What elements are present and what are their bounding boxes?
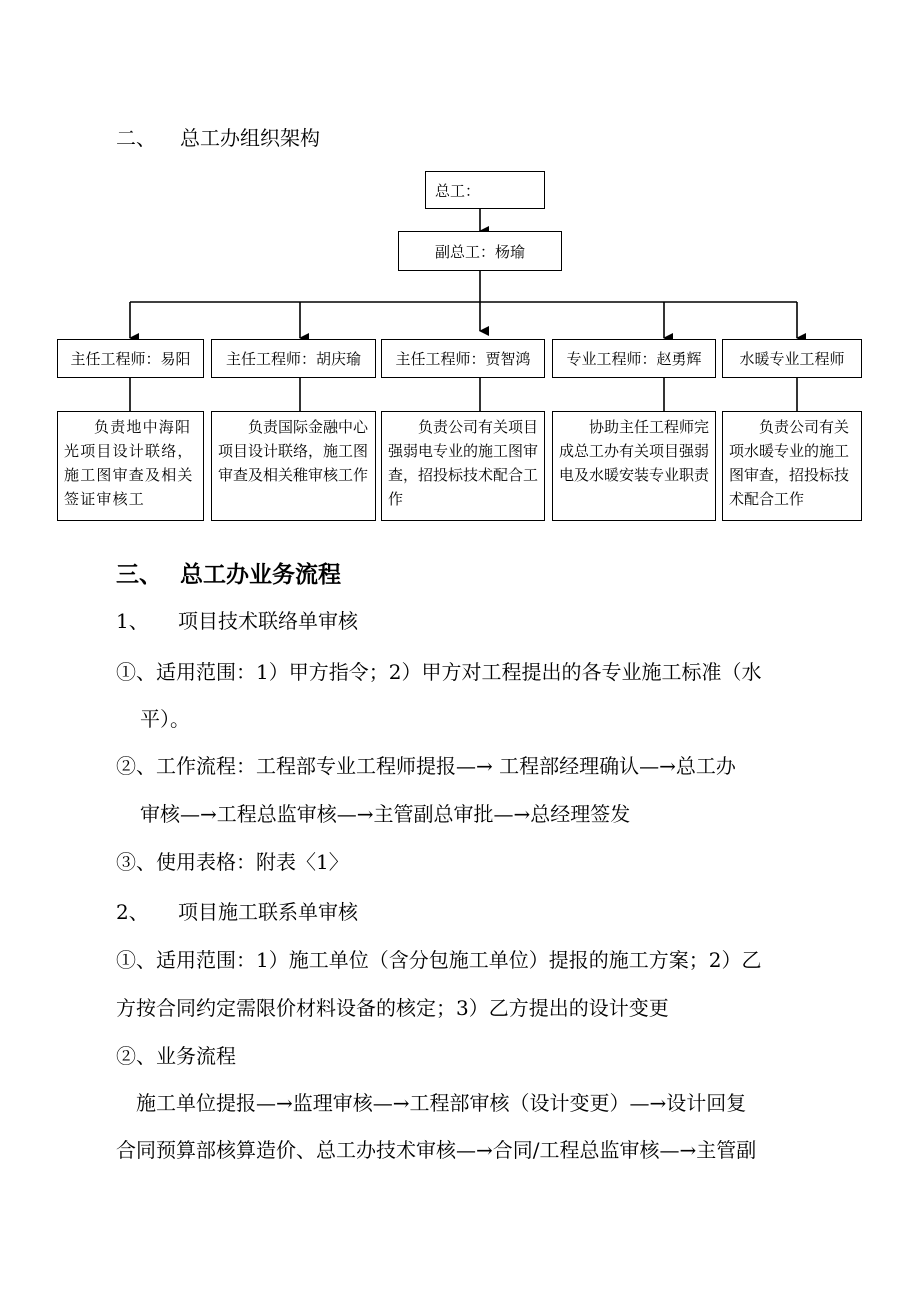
org-box-chief-engineer (425, 171, 545, 209)
item-2-flow-line-2: 合同预算部核算造价、总工办技术审核—→合同/工程总监审核—→主管副 (116, 1138, 757, 1162)
org-box-deputy (398, 231, 562, 271)
role-desc-4 (552, 411, 716, 521)
section-3-heading (116, 556, 341, 589)
role-desc-text: 负责公司有关项水暖专业的施工图审查，招投标技术配合工作 (729, 418, 850, 508)
role-desc-text: 负责公司有关项目强弱电专业的施工图审查，招投标技术配合工作 (388, 418, 539, 508)
role-box-3 (381, 339, 545, 378)
item-1-flow-line-1: ②、工作流程：工程部专业工程师提报—→ 工程部经理确认—→总工办 (116, 754, 736, 778)
section-3-title: 总工办业务流程 (180, 561, 341, 588)
item-2-flow-label: ②、业务流程 (116, 1044, 236, 1068)
role-desc-text: 负责国际金融中心项目设计联络，施工图审查及相关稚审核工作 (218, 418, 369, 484)
item-2-heading (116, 896, 358, 925)
role-title: 专业工程师：赵勇辉 (566, 350, 702, 368)
role-desc-text: 负责地中海阳光项目设计联络，施工图审查及相关签证审核工 (64, 418, 194, 508)
role-title: 水暖专业工程师 (739, 350, 845, 368)
role-title: 主任工程师：胡庆瑜 (225, 350, 361, 368)
role-title: 主任工程师：易阳 (70, 350, 191, 368)
role-desc-5 (722, 411, 862, 521)
role-desc-2 (211, 411, 376, 521)
role-box-1 (57, 339, 204, 378)
role-desc-text: 协助主任工程师完成总工办有关项目强弱电及水暖安装专业职责 (559, 418, 710, 484)
role-title: 主任工程师：贾智鸿 (395, 350, 531, 368)
role-box-4 (552, 339, 716, 378)
item-2-flow-line-1: 施工单位提报—→监理审核—→工程部审核（设计变更）—→设计回复 (136, 1091, 747, 1115)
section-2-number: 二、 (116, 126, 156, 150)
item-2-scope-line-2: 方按合同约定需限价材料设备的核定；3）乙方提出的设计变更 (116, 996, 669, 1020)
role-box-2 (211, 339, 376, 378)
item-1-number: 1、 (116, 609, 149, 633)
item-1-flow-line-2: 审核—→工程总监审核—→主管副总审批—→总经理签发 (140, 802, 631, 826)
item-1-scope-line-1: ①、适用范围：1）甲方指令；2）甲方对工程提出的各专业施工标准（水 (116, 660, 762, 684)
role-desc-3 (381, 411, 545, 521)
item-1-heading (116, 605, 358, 634)
org-box-chief-label: 总工： (435, 181, 481, 200)
org-box-deputy-label: 副总工：杨瑜 (434, 242, 525, 261)
item-2-number: 2、 (116, 900, 149, 924)
role-box-5 (722, 339, 862, 378)
item-2-title: 项目施工联系单审核 (178, 900, 358, 924)
section-2-title: 总工办组织架构 (180, 126, 320, 150)
section-3-number: 三、 (116, 561, 162, 588)
item-1-forms: ③、使用表格：附表〈1〉 (116, 850, 349, 874)
role-desc-1 (57, 411, 204, 521)
item-1-title: 项目技术联络单审核 (178, 609, 358, 633)
item-1-scope-line-2: 平）。 (140, 707, 190, 731)
item-2-scope-line-1: ①、适用范围：1）施工单位（含分包施工单位）提报的施工方案；2）乙 (116, 948, 762, 972)
